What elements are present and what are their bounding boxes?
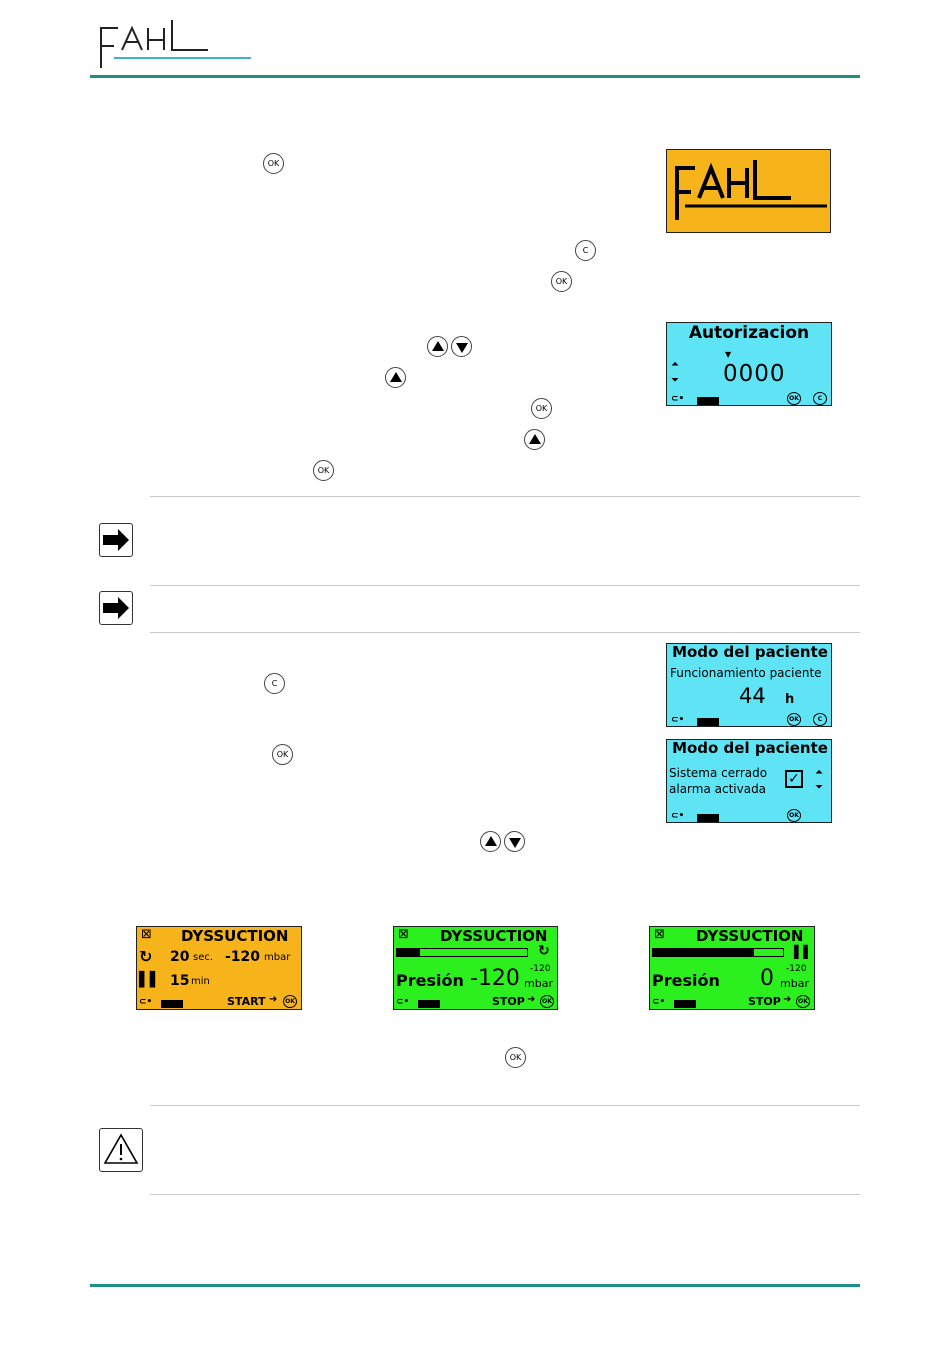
pressure-label: Presión <box>396 971 464 990</box>
ok-key-icon: OK <box>787 392 801 405</box>
ok-key-icon: OK <box>787 713 801 726</box>
fahl-logo <box>96 6 256 74</box>
lcd-line-1: Sistema cerrado <box>669 766 768 780</box>
fahl-lcd-logo <box>667 150 831 233</box>
dys-pause-value: 15 <box>170 973 190 989</box>
lcd-title: Autorizacion <box>688 323 810 343</box>
section-divider <box>150 632 860 633</box>
lcd-hours-unit: h <box>785 692 795 707</box>
dys-action-label: STOP <box>748 995 781 1008</box>
plug-icon: ⊂• <box>652 997 666 1007</box>
battery-icon <box>697 814 719 822</box>
note-arrow-icon <box>99 523 133 557</box>
lcd-patient-mode-hours <box>666 643 832 727</box>
lcd-title: DYSSUCTION <box>440 927 548 945</box>
pause-icon: ▌▌ <box>794 945 813 959</box>
battery-icon <box>697 718 719 726</box>
down-arrow-icon <box>451 336 472 357</box>
ok-key-icon: OK <box>283 995 297 1008</box>
battery-icon <box>697 397 719 405</box>
lcd-dyssuction-setup <box>136 926 302 1010</box>
warning-icon <box>99 1128 143 1172</box>
section-divider <box>150 1194 860 1195</box>
footer-rule <box>90 1284 860 1287</box>
up-arrow-icon: ⏶ <box>671 359 679 370</box>
ok-button-icon: OK <box>313 460 334 481</box>
auth-code: 0000 <box>723 361 786 387</box>
ok-key-icon: OK <box>796 995 810 1008</box>
down-arrow-icon: ⏷ <box>815 782 823 793</box>
ok-button-icon: OK <box>551 271 572 292</box>
arrow-right-icon: ➜ <box>269 994 278 1005</box>
note-arrow-icon <box>99 591 133 625</box>
ok-key-icon: OK <box>540 995 554 1008</box>
pressure-unit: mbar <box>524 977 553 990</box>
progress-fill <box>397 949 420 956</box>
alarm-off-icon: ⊠ <box>141 927 152 942</box>
lcd-authorization-screen <box>666 322 832 406</box>
ok-button-icon: OK <box>272 744 293 765</box>
battery-icon <box>674 1000 696 1008</box>
up-arrow-icon <box>524 429 545 450</box>
plug-icon: ⊂• <box>671 811 685 821</box>
pressure-value: 0 <box>760 966 774 991</box>
section-divider <box>150 1105 860 1106</box>
pause-icon: ▌▌ <box>139 972 161 988</box>
plug-icon: ⊂• <box>671 394 685 404</box>
checkbox-checked-icon: ✓ <box>785 770 803 788</box>
section-divider <box>150 496 860 497</box>
lcd-splash-screen <box>666 149 831 233</box>
section-divider <box>150 585 860 586</box>
progress-bar <box>396 948 528 957</box>
up-arrow-icon <box>385 367 406 388</box>
lcd-title: DYSSUCTION <box>181 927 289 945</box>
pressure-setpoint: -120 <box>786 964 807 974</box>
pressure-unit: mbar <box>780 977 809 990</box>
cycle-icon: ↻ <box>538 943 550 959</box>
battery-icon <box>161 1000 183 1008</box>
arrow-right-icon: ➜ <box>783 994 792 1005</box>
ok-key-icon: OK <box>787 809 801 822</box>
down-arrow-icon <box>504 831 525 852</box>
up-arrow-icon <box>480 831 501 852</box>
down-arrow-icon: ⏷ <box>671 375 679 386</box>
dys-pressure-unit: mbar <box>264 952 291 963</box>
dys-time-value: 20 <box>170 949 190 965</box>
dys-pressure-value: -120 <box>225 949 261 965</box>
lcd-title: Modo del paciente <box>672 739 828 757</box>
lcd-hours-value: 44 <box>739 684 766 708</box>
pressure-setpoint: -120 <box>530 964 551 974</box>
c-key-icon: C <box>813 713 827 726</box>
up-arrow-icon: ⏶ <box>815 767 823 778</box>
plug-icon: ⊂• <box>139 997 153 1007</box>
arrow-right-icon: ➜ <box>527 994 536 1005</box>
progress-bar <box>652 948 784 957</box>
fahl-logo-mark <box>96 6 256 74</box>
lcd-label: Funcionamiento paciente <box>670 666 822 680</box>
c-button-icon: C <box>264 673 285 694</box>
ok-button-icon: OK <box>263 153 284 174</box>
header-rule <box>90 75 860 78</box>
alarm-off-icon: ⊠ <box>654 927 665 942</box>
up-arrow-icon <box>427 336 448 357</box>
lcd-dyssuction-paused <box>649 926 815 1010</box>
lcd-title: Modo del paciente <box>672 643 828 661</box>
dys-action-label: START <box>227 995 266 1008</box>
battery-icon <box>418 1000 440 1008</box>
cycle-icon: ↻ <box>139 947 153 966</box>
cursor-marker-icon: ▼ <box>725 350 732 359</box>
dys-time-unit: sec. <box>193 952 214 963</box>
alarm-off-icon: ⊠ <box>398 927 409 942</box>
dys-action-label: STOP <box>492 995 525 1008</box>
lcd-title: DYSSUCTION <box>696 927 804 945</box>
progress-fill <box>653 949 754 956</box>
pressure-label: Presión <box>652 971 720 990</box>
ok-button-icon: OK <box>531 398 552 419</box>
ok-button-icon: OK <box>505 1047 526 1068</box>
lcd-line-2: alarma activada <box>669 782 767 796</box>
c-key-icon: C <box>813 392 827 405</box>
plug-icon: ⊂• <box>671 715 685 725</box>
lcd-dyssuction-running <box>393 926 558 1010</box>
pressure-value: -120 <box>470 966 520 991</box>
plug-icon: ⊂• <box>396 997 410 1007</box>
dys-pause-unit: min <box>191 976 210 987</box>
c-button-icon: C <box>575 240 596 261</box>
lcd-patient-mode-alarm <box>666 739 832 823</box>
